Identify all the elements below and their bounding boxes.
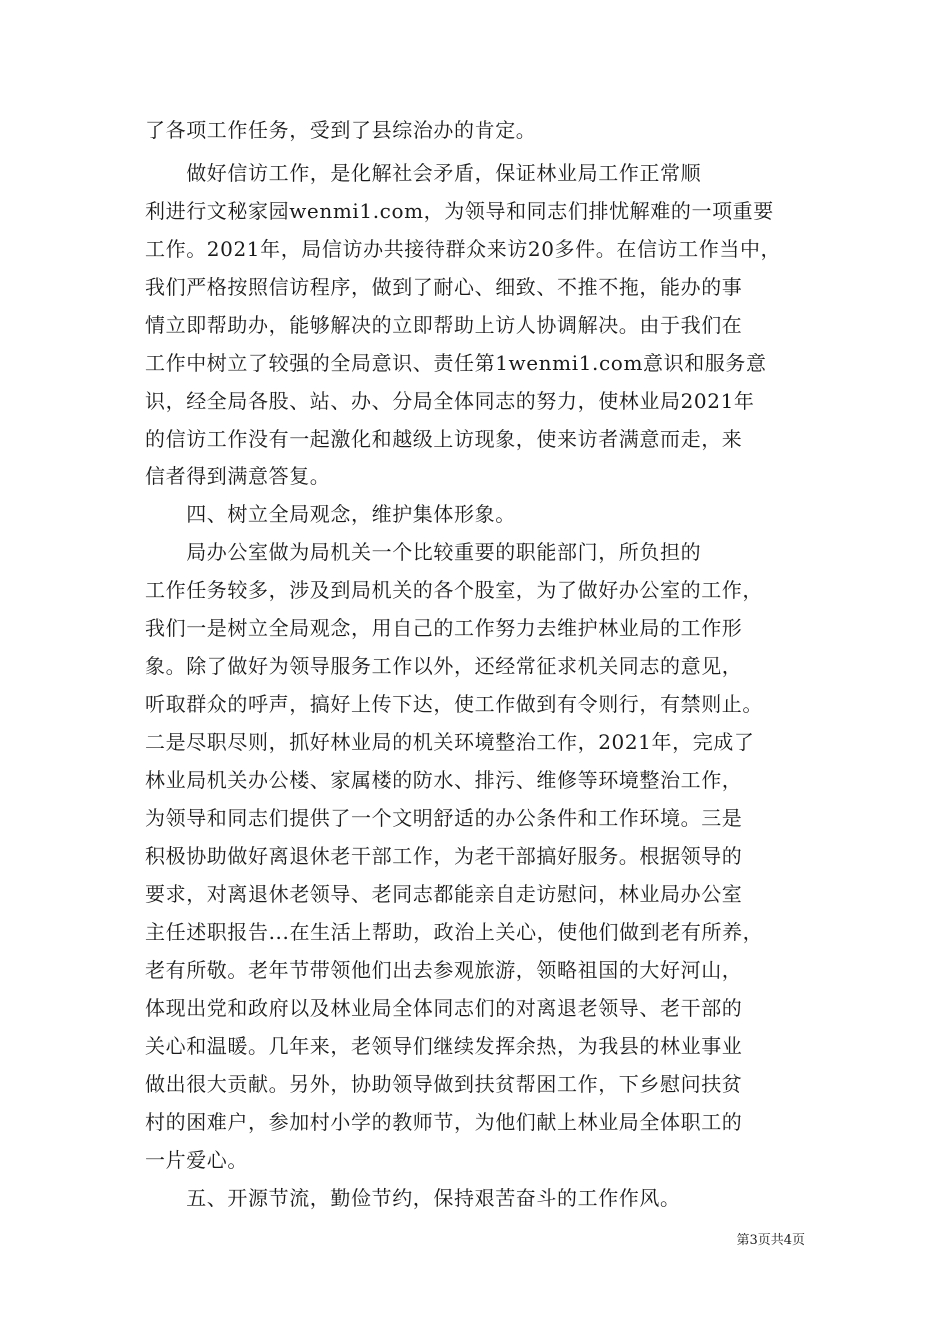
text-line: 林业局机关办公楼、家属楼的防水、排污、维修等环境整治工作，	[145, 768, 743, 792]
text-line: 老有所敬。老年节带领他们出去参观旅游，领略祖国的大好河山，	[145, 958, 743, 982]
text-line: 做出很大贡献。另外，协助领导做到扶贫帮困工作，下乡慰问扶贫	[145, 1072, 743, 1096]
text-line: 主任述职报告...在生活上帮助，政治上关心，使他们做到老有所养，	[145, 920, 764, 944]
text-line: 体现出党和政府以及林业局全体同志们的对离退老领导、老干部的	[145, 996, 743, 1020]
text-line: 村的困难户，参加村小学的教师节，为他们献上林业局全体职工的	[145, 1110, 743, 1134]
text-line: 关心和温暖。几年来，老领导们继续发挥余热，为我县的林业事业	[145, 1034, 743, 1058]
text-line: 我们严格按照信访程序，做到了耐心、细致、不推不拖，能办的事	[145, 275, 743, 299]
text-line: 了各项工作任务，受到了县综治办的肯定。	[145, 118, 537, 142]
text-line: 利进行文秘家园wenmi1.com，为领导和同志们排忧解难的一项重要	[145, 199, 774, 223]
page-number: 第3页共4页	[736, 1233, 805, 1248]
text-line: 识，经全局各股、站、办、分局全体同志的努力，使林业局2021年	[145, 389, 755, 413]
text-line: 一片爱心。	[145, 1148, 248, 1172]
text-line: 信者得到满意答复。	[145, 464, 331, 488]
text-line: 局办公室做为局机关一个比较重要的职能部门，所负担的	[145, 540, 702, 564]
text-line: 的信访工作没有一起激化和越级上访现象，使来访者满意而走，来	[145, 427, 743, 451]
text-line: 象。除了做好为领导服务工作以外，还经常征求机关同志的意见，	[145, 654, 743, 678]
section-heading: 五、开源节流，勤俭节约，保持艰苦奋斗的工作作风。	[145, 1186, 681, 1210]
text-line: 要求，对离退休老领导、老同志都能亲自走访慰问，林业局办公室	[145, 882, 743, 906]
text-line: 我们一是树立全局观念，用自己的工作努力去维护林业局的工作形	[145, 616, 743, 640]
text-line: 情立即帮助办，能够解决的立即帮助上访人协调解决。由于我们在	[145, 313, 743, 337]
text-line: 听取群众的呼声，搞好上传下达，使工作做到有令则行，有禁则止。	[145, 692, 763, 716]
section-heading: 四、树立全局观念，维护集体形象。	[145, 502, 516, 526]
text-line: 为领导和同志们提供了一个文明舒适的办公条件和工作环境。三是	[145, 806, 743, 830]
text-line: 工作。2021年，局信访办共接待群众来访20多件。在信访工作当中，	[145, 237, 782, 261]
text-line: 二是尽职尽则，抓好林业局的机关环境整治工作，2021年，完成了	[145, 730, 755, 754]
text-line: 工作任务较多，涉及到局机关的各个股室，为了做好办公室的工作，	[145, 578, 763, 602]
text-line: 积极协助做好离退休老干部工作，为老干部搞好服务。根据领导的	[145, 844, 743, 868]
text-line: 做好信访工作，是化解社会矛盾，保证林业局工作正常顺	[145, 161, 702, 185]
text-line: 工作中树立了较强的全局意识、责任第1wenmi1.com意识和服务意	[145, 351, 767, 375]
